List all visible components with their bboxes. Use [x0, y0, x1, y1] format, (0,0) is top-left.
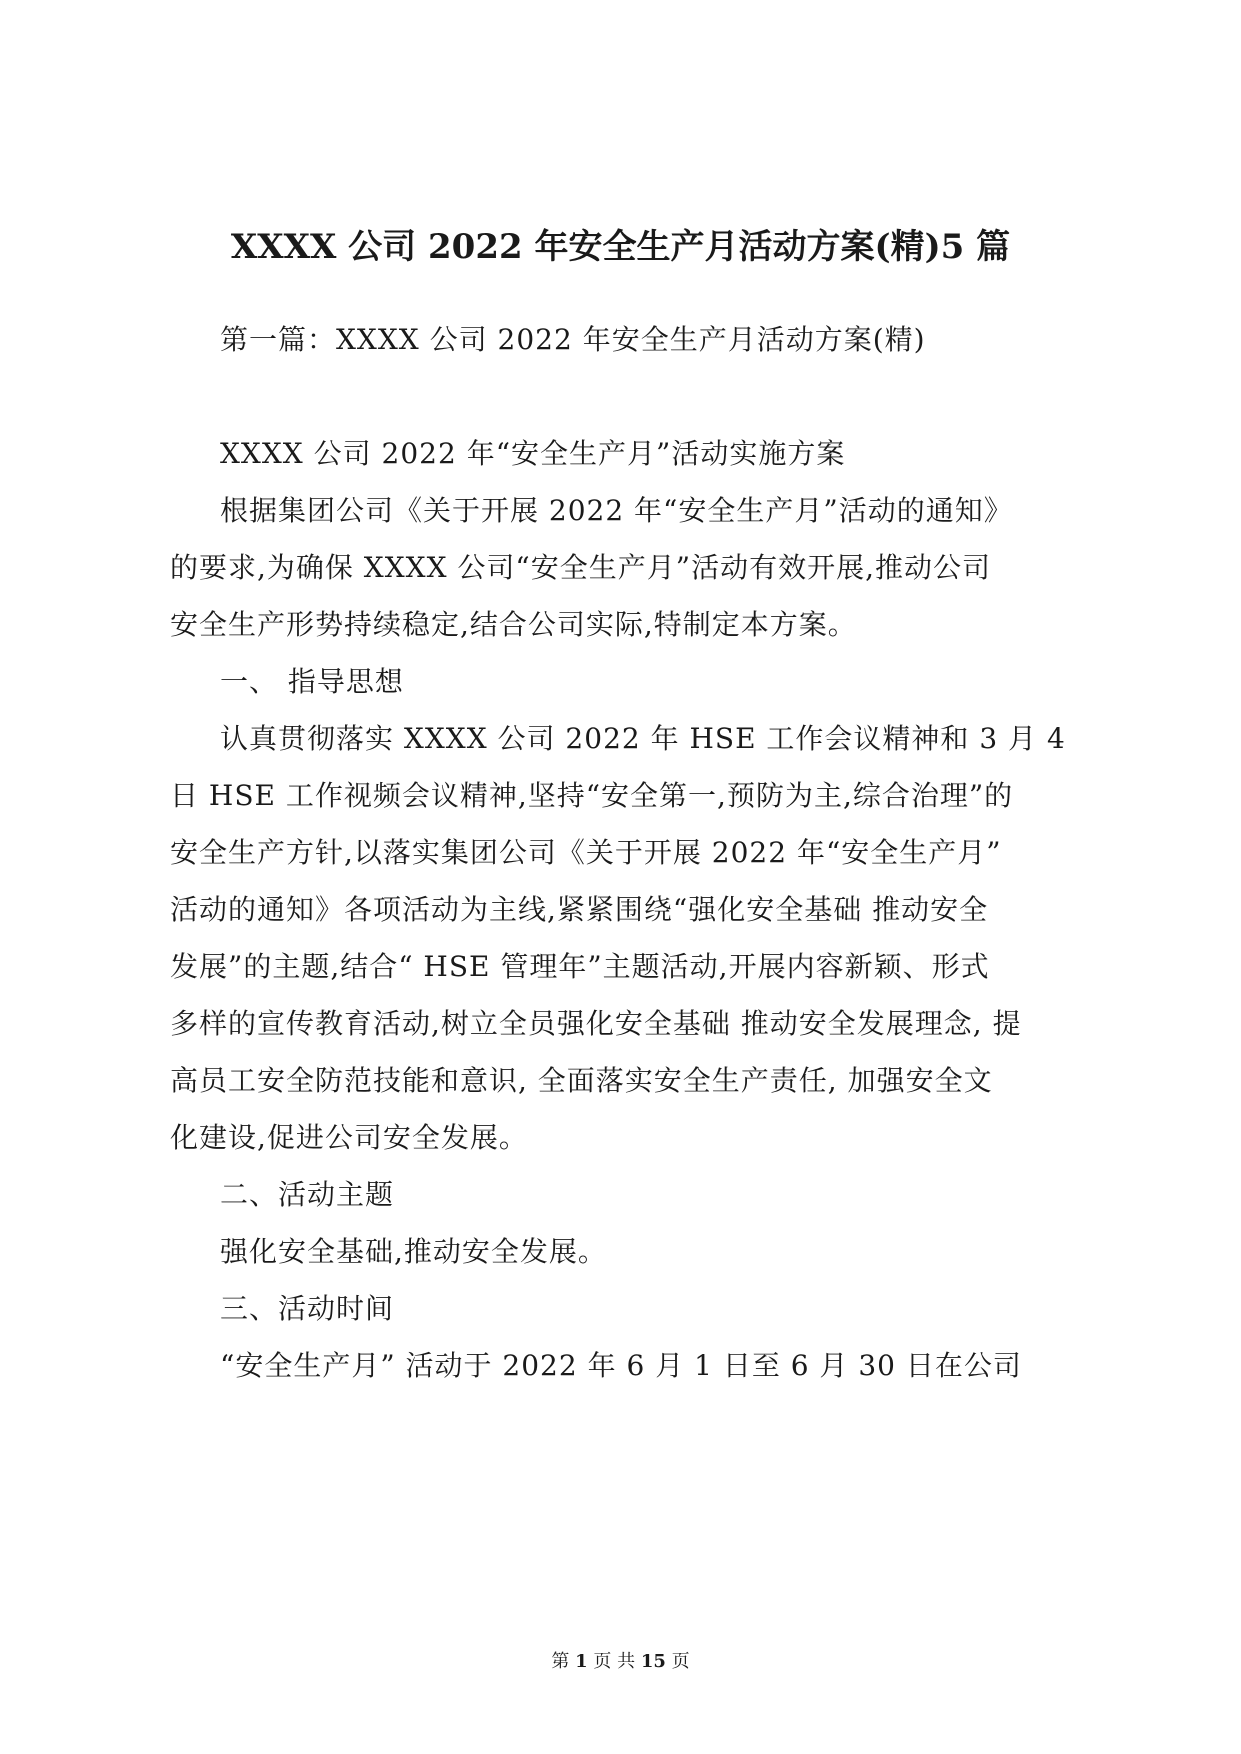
- section-heading: 第一篇：XXXX 公司 2022 年安全生产月活动方案(精): [220, 323, 926, 356]
- paragraph-line: 化建设,促进公司安全发展。: [170, 1121, 528, 1154]
- paragraph-line: 高员工安全防范技能和意识, 全面落实安全生产责任, 加强安全文: [170, 1064, 993, 1097]
- paragraph-line: 的要求,为确保 XXXX 公司“安全生产月”活动有效开展,推动公司: [170, 551, 991, 584]
- footer-suffix: 页: [665, 1651, 690, 1672]
- paragraph-line: 活动的通知》各项活动为主线,紧紧围绕“强化安全基础 推动安全: [170, 893, 989, 926]
- section-heading-guiding-thought: 一、 指导思想: [220, 665, 404, 698]
- plan-title: XXXX 公司 2022 年“安全生产月”活动实施方案: [220, 437, 846, 470]
- paragraph-line: “安全生产月” 活动于 2022 年 6 月 1 日至 6 月 30 日在公司: [220, 1349, 1022, 1382]
- paragraph-line: 多样的宣传教育活动,树立全员强化安全基础 推动安全发展理念, 提: [170, 1007, 1022, 1040]
- current-page-number: 1: [575, 1651, 588, 1672]
- footer-prefix: 第: [551, 1651, 576, 1672]
- paragraph-line: 日 HSE 工作视频会议精神,坚持“安全第一,预防为主,综合治理”的: [170, 779, 1014, 812]
- paragraph-line: 发展”的主题,结合“ HSE 管理年”主题活动,开展内容新颖、形式: [170, 950, 990, 983]
- paragraph-line: 根据集团公司《关于开展 2022 年“安全生产月”活动的通知》: [220, 494, 1013, 527]
- paragraph-line: 强化安全基础,推动安全发展。: [220, 1235, 607, 1268]
- page-footer: [0, 1650, 1241, 1674]
- paragraph-line: 安全生产方针,以落实集团公司《关于开展 2022 年“安全生产月”: [170, 836, 1002, 869]
- section-heading-activity-theme: 二、活动主题: [220, 1178, 395, 1211]
- paragraph-line: 安全生产形势持续稳定,结合公司实际,特制定本方案。: [170, 608, 857, 641]
- document-title: XXXX 公司 2022 年安全生产月活动方案(精)5 篇: [230, 227, 1011, 267]
- section-heading-activity-time: 三、活动时间: [220, 1292, 395, 1325]
- footer-middle: 页 共: [587, 1651, 641, 1672]
- paragraph-line: 认真贯彻落实 XXXX 公司 2022 年 HSE 工作会议精神和 3 月 4: [220, 722, 1066, 755]
- total-page-count: 15: [640, 1651, 666, 1672]
